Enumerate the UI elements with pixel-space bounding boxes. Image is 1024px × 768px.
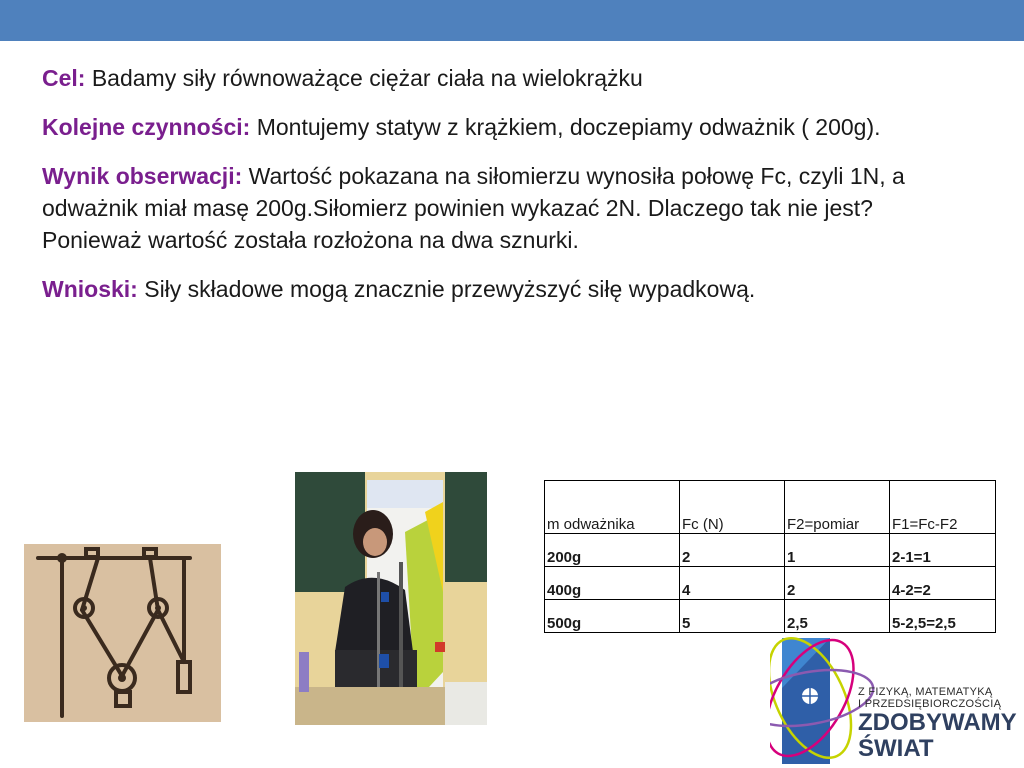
table-cell: 200g	[545, 534, 680, 567]
column-header-mass: m odważnika	[545, 481, 680, 534]
logo-line-4: ŚWIAT	[858, 735, 934, 762]
table-cell: 1	[785, 534, 890, 567]
table-header-row	[545, 481, 996, 534]
goal-label: Cel:	[42, 65, 86, 91]
table-cell: 500g	[545, 600, 680, 633]
observation-text: Wartość pokazana na siłomierzu wynosiła połowę Fc, czyli 1N, a odważnik miał masę 200g.Siłomierz powinien wykazać 2N. Dlaczego tak nie jest? Ponieważ wartość została rozłożona na dwa sznurki.	[42, 163, 905, 253]
classroom-photo	[295, 472, 487, 725]
column-header-f2: F2=pomiar	[785, 481, 890, 534]
table-cell: 4	[680, 567, 785, 600]
conclusions-paragraph	[42, 273, 972, 305]
steps-paragraph	[42, 111, 972, 143]
pulley-diagram	[24, 544, 221, 722]
table-cell: 5-2,5=2,5	[890, 600, 996, 633]
logo-title	[858, 710, 1017, 762]
goal-paragraph	[42, 62, 972, 94]
observation-paragraph	[42, 160, 972, 256]
project-logo	[770, 628, 1024, 768]
logo-subtitle	[858, 686, 1001, 710]
steps-text: Montujemy statyw z krążkiem, doczepiamy odważnik ( 200g).	[250, 114, 881, 140]
table-row	[545, 567, 996, 600]
logo-line-1: Z FIZYKĄ, MATEMATYKĄ	[858, 686, 993, 698]
header-bar	[0, 0, 1024, 41]
logo-line-3: ZDOBYWAMY	[858, 709, 1017, 736]
conclusions-text: Siły składowe mogą znacznie przewyższyć siłę wypadkową.	[137, 276, 756, 302]
slide-content	[42, 62, 972, 322]
table-cell: 5	[680, 600, 785, 633]
pulley-sketch-image	[24, 544, 221, 722]
experiment-photo	[295, 472, 487, 725]
table-cell: 2	[680, 534, 785, 567]
table-cell: 4-2=2	[890, 567, 996, 600]
goal-text: Badamy siły równoważące ciężar ciała na wielokrążku	[85, 65, 643, 91]
table-cell: 400g	[545, 567, 680, 600]
table-cell: 2,5	[785, 600, 890, 633]
steps-label: Kolejne czynności:	[42, 114, 251, 140]
table-cell: 2-1=1	[890, 534, 996, 567]
column-header-f1: F1=Fc-F2	[890, 481, 996, 534]
conclusions-label: Wnioski:	[42, 276, 138, 302]
logo-line-2: I PRZEDSIĘBIORCZOŚCIĄ	[858, 698, 1002, 710]
column-header-fc: Fc (N)	[680, 481, 785, 534]
observation-label: Wynik obserwacji:	[42, 163, 243, 189]
results-table	[544, 480, 996, 633]
table-row	[545, 534, 996, 567]
table-cell: 2	[785, 567, 890, 600]
